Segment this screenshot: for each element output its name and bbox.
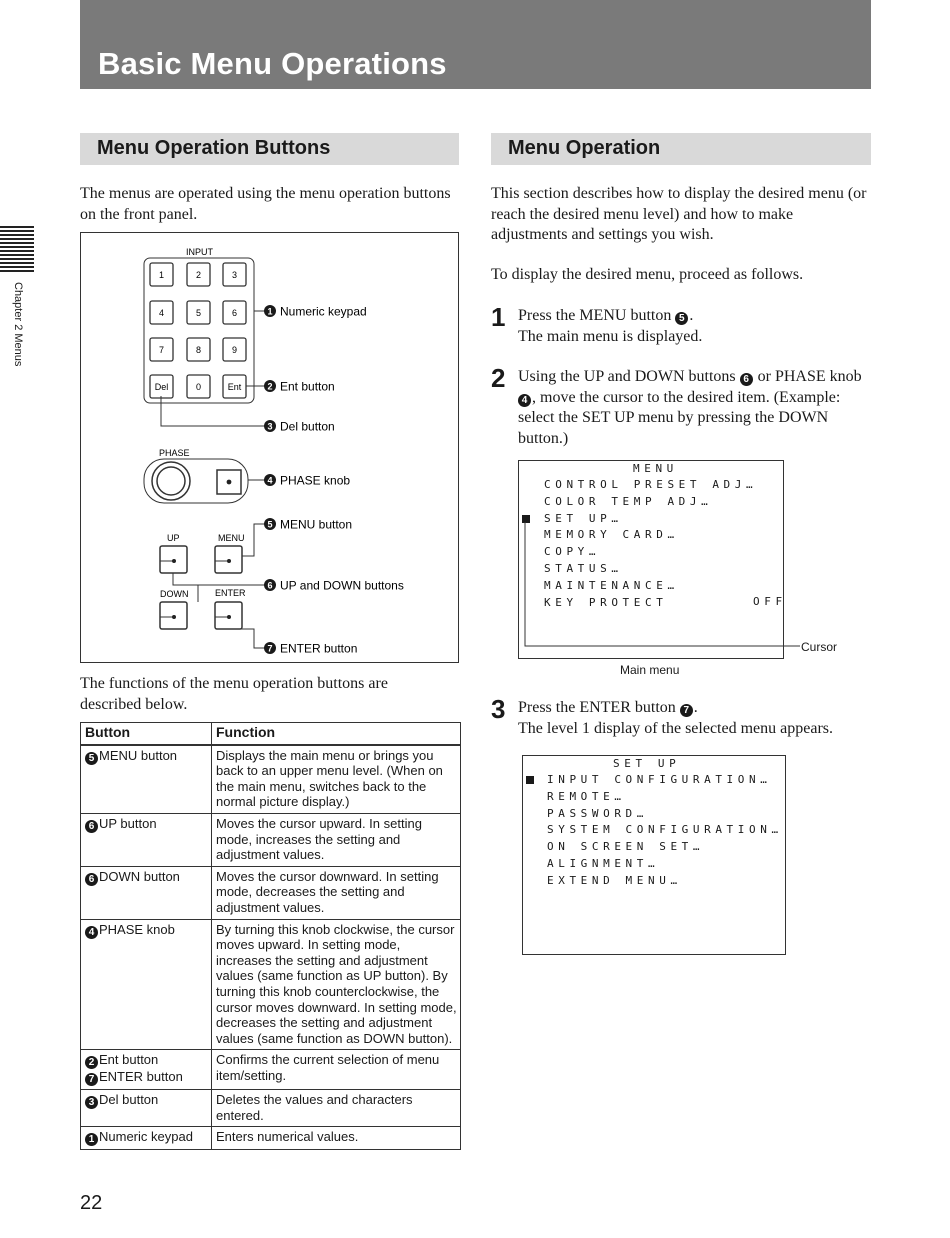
- main-menu-caption: Main menu: [620, 663, 680, 677]
- section-heading-bar: [491, 133, 871, 165]
- callout-label: Ent button: [280, 379, 335, 394]
- menu-item: PASSWORD…: [547, 806, 649, 820]
- callout-line-3: [161, 396, 264, 426]
- menu-item: SYSTEM CONFIGURATION…: [547, 823, 783, 837]
- callout-label: PHASE knob: [280, 473, 351, 488]
- button-name: Ent button: [99, 1052, 159, 1068]
- phase-button-dot: [227, 480, 232, 485]
- cursor-leader: [518, 460, 808, 660]
- key-label: 0: [195, 382, 202, 392]
- callout-badge: 4: [85, 926, 98, 939]
- callout-badge: 6: [740, 373, 753, 386]
- input-label: INPUT: [186, 247, 213, 257]
- section-heading: Menu Operation: [508, 137, 661, 159]
- down-label: DOWN: [160, 589, 189, 599]
- page-number: 22: [80, 1192, 103, 1214]
- key-label: 3: [231, 270, 238, 280]
- button-cell: [81, 1050, 212, 1090]
- menu-label: MENU: [218, 533, 245, 543]
- button-cell: [81, 866, 212, 919]
- functions-intro: The functions of the menu operation buttons are described below.: [80, 675, 388, 713]
- right-intro-paragraph-2: To display the desired menu, proceed as follows.: [491, 266, 804, 283]
- callout-badge: 2: [85, 1056, 98, 1069]
- menu-item: SET UP…: [544, 511, 623, 525]
- table-row: [81, 813, 461, 866]
- enter-label: ENTER: [215, 588, 246, 598]
- key-label: Ent: [227, 382, 242, 392]
- callout-label: UP and DOWN buttons: [280, 578, 404, 593]
- step-number: 2: [491, 363, 506, 393]
- key-label: 9: [231, 345, 238, 355]
- intro-paragraph: The menus are operated using the menu operation buttons on the front panel.: [80, 185, 451, 223]
- functions-table: [80, 722, 461, 1150]
- menu-item: KEY PROTECT: [544, 595, 668, 609]
- table-row: [81, 1050, 461, 1090]
- column-header-function: Function: [212, 723, 461, 745]
- callout-badge: 5: [85, 752, 98, 765]
- callout-number: 5: [267, 519, 273, 530]
- step-text: , move the cursor to the desired item. (Example: select the SET UP menu by pressing the DOWN button.): [518, 388, 841, 447]
- table-header-row: [81, 723, 461, 745]
- cursor-label: Cursor: [801, 640, 838, 654]
- button-cell: [81, 919, 212, 1050]
- key-label: Del: [154, 382, 169, 392]
- chapter-tab-label: Chapter 2 Menus: [12, 282, 24, 367]
- callout-badge: 4: [518, 394, 531, 407]
- callout-label: MENU button: [280, 517, 353, 532]
- callout-badge: 1: [85, 1133, 98, 1146]
- button-name: Numeric keypad: [99, 1129, 193, 1145]
- button-name: DOWN button: [99, 868, 180, 884]
- section-heading: Menu Operation Buttons: [97, 137, 331, 159]
- callout-number: 1: [267, 306, 273, 317]
- callout-number: 7: [267, 643, 273, 654]
- step-text: The main menu is displayed.: [518, 327, 703, 345]
- function-cell: Displays the main menu or brings you back to an upper menu level. (When on the main menu, switches back to the normal picture display.): [212, 745, 461, 814]
- callout-line-7: [229, 629, 264, 648]
- button-name: UP button: [99, 815, 157, 831]
- callout-number: 3: [267, 421, 273, 432]
- phase-label: PHASE: [159, 448, 190, 458]
- menu-item: ON SCREEN SET…: [547, 840, 705, 854]
- title-banner: [80, 0, 871, 89]
- callout-label: ENTER button: [280, 641, 358, 656]
- key-protect-value: OFF: [753, 595, 787, 608]
- cursor-marker: [526, 776, 534, 784]
- callout-badge: 3: [85, 1096, 98, 1109]
- table-row: [81, 1090, 461, 1127]
- table-row: [81, 745, 461, 814]
- function-cell: By turning this knob clockwise, the cursor moves upward. In setting mode, increases the setting and adjustment values (same function as UP button). By turning this knob counterclockwise, the cursor moves downward. In setting mode, decreases the setting and adjustment values (same function as DOWN button).: [212, 919, 461, 1050]
- button-name: ENTER button: [99, 1069, 183, 1085]
- step-text: .: [693, 699, 698, 716]
- callout-line-6: [173, 573, 264, 585]
- key-label: 2: [195, 270, 202, 280]
- page-title: Basic Menu Operations: [98, 46, 447, 81]
- button-cell: [81, 1090, 212, 1127]
- key-label: 8: [195, 345, 202, 355]
- key-label: 5: [195, 308, 202, 318]
- callout-number: 6: [267, 580, 273, 591]
- setup-screen-title: SET UP: [613, 757, 681, 770]
- callout-badge: 7: [85, 1073, 98, 1086]
- section-heading-bar: [80, 133, 459, 165]
- function-cell: Moves the cursor downward. In setting mode, decreases the setting and adjustment values.: [212, 866, 461, 919]
- callout-badge: 6: [85, 820, 98, 833]
- column-header-button: Button: [81, 723, 212, 745]
- callout-line-5: [242, 524, 264, 556]
- panel-illustration: [81, 233, 460, 664]
- menu-item: REMOTE…: [547, 789, 626, 803]
- step-number: 1: [491, 302, 506, 332]
- function-cell: Moves the cursor upward. In setting mode, increases the setting and adjustment values.: [212, 813, 461, 866]
- menu-item: STATUS…: [544, 562, 623, 575]
- callout-number: 2: [267, 381, 273, 392]
- step-text: Using the UP and DOWN buttons: [518, 368, 740, 385]
- menu-item: MAINTENANCE…: [544, 578, 679, 592]
- callout-badge: 7: [680, 704, 693, 717]
- step-number: 3: [491, 694, 506, 724]
- menu-item: COPY…: [544, 545, 601, 559]
- key-label: 4: [158, 308, 165, 318]
- step-text: The level 1 display of the selected menu appears.: [518, 719, 833, 737]
- step-text: Press the MENU button: [518, 307, 676, 324]
- key-label: 6: [231, 308, 238, 318]
- phase-knob-inner: [157, 467, 185, 495]
- chapter-tab-marker: [0, 226, 34, 272]
- function-cell: Confirms the current selection of menu item/setting.: [212, 1050, 461, 1090]
- menu-item: MEMORY CARD…: [544, 528, 679, 542]
- key-label: 1: [158, 270, 165, 280]
- button-cell: [81, 745, 212, 814]
- button-name: PHASE knob: [99, 921, 175, 937]
- step-text: or PHASE knob: [753, 368, 862, 385]
- callout-badge: 6: [85, 873, 98, 886]
- menu-item: INPUT CONFIGURATION…: [547, 773, 772, 786]
- table-row: [81, 866, 461, 919]
- step-text: .: [689, 307, 694, 324]
- callout-number: 4: [267, 475, 273, 486]
- table-row: [81, 1127, 461, 1150]
- up-label: UP: [167, 533, 180, 543]
- setup-menu-screen: [522, 755, 786, 955]
- button-cell: [81, 813, 212, 866]
- menu-screen-title: MENU: [633, 462, 678, 475]
- step-text: Press the ENTER button: [518, 699, 680, 716]
- function-cell: Deletes the values and characters entered.: [212, 1090, 461, 1127]
- menu-item: COLOR TEMP ADJ…: [544, 494, 713, 508]
- button-cell: [81, 1127, 212, 1150]
- right-intro-paragraph: This section describes how to display the desired menu (or reach the desired menu level) and how to make adjustments and settings you wish.: [491, 185, 867, 243]
- callout-label: Numeric keypad: [280, 304, 367, 319]
- function-cell: Enters numerical values.: [212, 1127, 461, 1150]
- menu-item: CONTROL PRESET ADJ…: [544, 478, 758, 491]
- button-name: MENU button: [99, 747, 178, 763]
- key-label: 7: [158, 345, 165, 355]
- menu-item: EXTEND MENU…: [547, 873, 682, 887]
- callout-badge: 5: [675, 312, 688, 325]
- callout-label: Del button: [280, 419, 335, 434]
- front-panel-diagram: [80, 232, 459, 663]
- button-name: Del button: [99, 1092, 159, 1108]
- menu-item: ALIGNMENT…: [547, 857, 660, 870]
- table-row: [81, 919, 461, 1050]
